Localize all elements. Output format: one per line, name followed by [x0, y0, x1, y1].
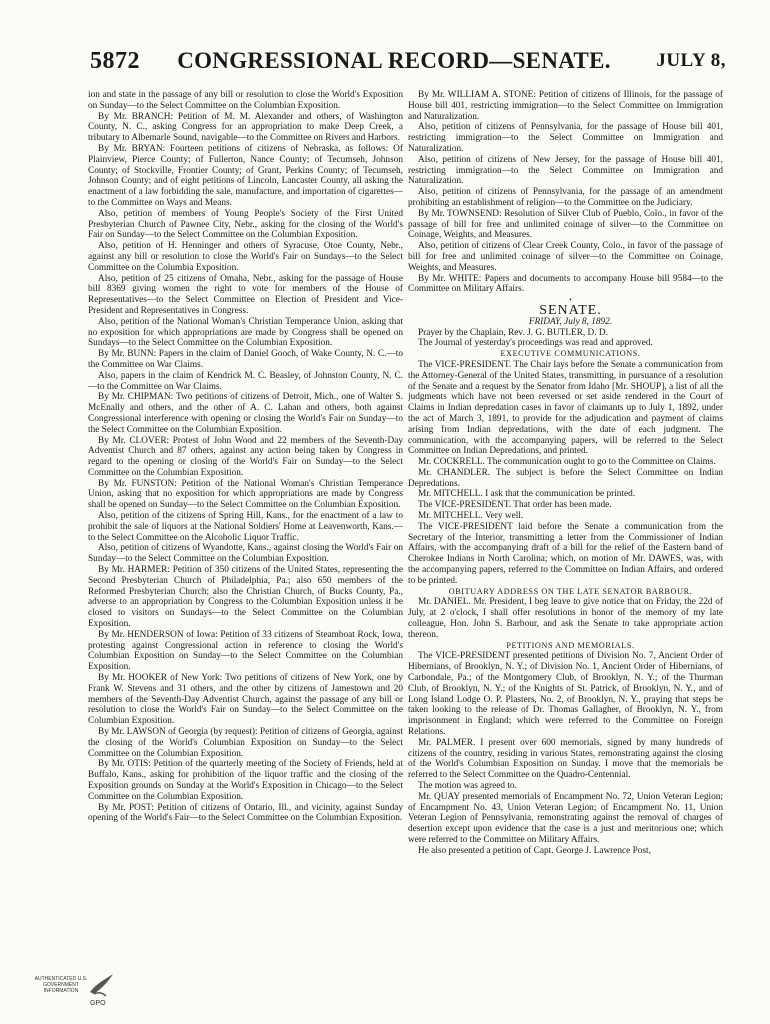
paragraph: Also, petition of the National Woman's Christian Temperance Union, asking that no exposition for which appropriations are made by Congress shall be opened on Sundays—to the Select Committee on the Columbian Exposition. — [88, 316, 403, 349]
paragraph: By Mr. HOOKER of New York: Two petitions of citizens of New York, one by Frank W. Stevens and 31 others, and the other by citizens of Jamestown and 20 members of the Seventh-Day Adventist Church, against the passage of any bill or resolution to close the World's Fair on Sunday—to the Select Committee on the Columbian Exposition. — [88, 673, 403, 727]
section-separator: • — [569, 296, 572, 305]
paragraph: Also, petition of H. Henninger and others of Syracuse, Otoe County, Nebr., against any bill or resolution to close the World's Fair on Sundays—to the Select Committee on the Columbia Exposition. — [88, 241, 403, 273]
paragraph: Prayer by the Chaplain, Rev. J. G. BUTLER, D. D. — [418, 327, 608, 338]
paragraph: Also, petition of 25 citizens of Omaha, Nebr., asking for the passage of House bill 8369 giving women the right to vote for members of the House of Representatives—to the Select Committee on Election of President and Vice-President and Representatives in Congress. — [88, 273, 403, 316]
dateline: FRIDAY, July 8, 1892. — [528, 316, 613, 327]
paragraph: By Mr. BUNN: Papers in the claim of Daniel Gooch, of Wake County, N. C.—to the Committee on War Claims. — [88, 349, 403, 370]
paragraph: ion and state in the passage of any bill or resolution to close the World's Exposition on Sunday—to the Select Committee on the Columbian Exposition. — [88, 90, 403, 111]
paragraph: By Mr. FUNSTON: Petition of the National Woman's Christian Temperance Union, asking that no exposition for which appropriations are made by Congress shall be opened on Sunday—to the Select Committee on the Columbian Exposition. — [88, 478, 403, 511]
left-column — [88, 90, 403, 960]
paragraph: Also, petition of citizens of Pennsylvania, for the passage of an amendment prohibiting an establishment of religion—to the Committee on the Judiciary. — [408, 187, 723, 208]
paragraph: Also, petition of members of Young People's Society of the First United Presbyterian Church of Pawnee City, Nebr., asking for the closing of the World's Fair on Sunday—to the Select Committee on the Columbian Exposition. — [88, 208, 403, 241]
subsection-heading: OBITUARY ADDRESS ON THE LATE SENATOR BARBOUR. — [448, 586, 693, 596]
gpo-authentication-logo — [30, 968, 120, 1016]
paragraph: The VICE-PRESIDENT. The Chair lays before the Senate a communication from the Attorney-General of the United States, transmitting, in pursuance of a resolution of the Senate and a request by the Senator from Idaho [Mr. SHOUP], a list of all the judgments which have not been reversed or set aside rendered in the Court of Claims in Indian depredation cases in favor of claimants up to July 1, 1892, under the act of March 3, 1891, to provide for the adjudication and payment of claims arising from Indian depredations, with the date of each judgment. The communication, with the accompanying papers, will be referred to the Select Committee on Indian Depredations, and printed. — [408, 359, 723, 457]
paragraph: Mr. DANIEL. Mr. President, I beg leave to give notice that on Friday, the 22d of July, at 2 o'clock, I shall offer resolutions in honor of the memory of my late colleague, Hon. John S. Barbour, and ask the Senate to take appropriate action thereon. — [408, 597, 723, 640]
paragraph: By Mr. POST: Petition of citizens of Ontario, Ill., and vicinity, against Sunday opening of the World's Fair—to the Select Committee on the Columbian Exposition. — [88, 802, 403, 824]
page-number: 5872 — [90, 48, 140, 74]
paragraph: By Mr. WILLIAM A. STONE: Petition of citizens of Illinois, for the passage of House bill 401, restricting immigration—to the Select Committee on Immigration and Naturalization. — [408, 90, 723, 122]
section-title: SENATE. — [539, 302, 602, 318]
paragraph: By Mr. LAWSON of Georgia (by request): Petition of citizens of Georgia, against the closing of the World's Columbian Exposition on Sunday—to the Select Committee on the Columbian Exposition. — [88, 727, 403, 759]
paragraph: By Mr. TOWNSEND: Resolution of Silver Club of Pueblo, Colo., in favor of the passage of bill for free and unlimited coinage of silver—to the Committee on Coinage, Weights, and Measures. — [408, 208, 723, 241]
paragraph: Also, petition of citizens of Wyandotte, Kans., against closing the World's Fair on Sunday—to the Select Committee on the Columbian Exposition. — [88, 543, 403, 565]
header-date: JULY 8, — [656, 50, 726, 71]
paragraph: Also, petition of citizens of New Jersey, for the passage of House bill 401, restricting immigration—to the Select Committee on Immigration and Naturalization. — [408, 154, 723, 187]
paragraph: By Mr. BRYAN: Fourteen petitions of citizens of Nebraska, as follows: Of Plainview, Pierce County; of Fullerton, Nance County; of Tecumseh, Johnson County; of Stockville, Frontier County; of Grant, Perkins County; of Tecumseh, Johnson County; and of eight petitions of Lincoln, Lancaster County, all asking the enactment of a law forbidding the sale, manufacture, and importation of cigarettes—to the Committee on Ways and Means. — [88, 143, 403, 208]
paragraph: Mr. MITCHELL. I ask that the communication be printed. — [418, 489, 636, 500]
paragraph: Also, petition of the citizens of Spring Hill, Kans., for the enactment of a law to prohibit the sale of liquors at the National Soldiers' Home at Leavenworth, Kans.—to the Select Committee on the Alcoholic Liquor Traffic. — [88, 511, 403, 543]
running-title: CONGRESSIONAL RECORD—SENATE. — [177, 48, 611, 73]
paragraph: By Mr. HARMER: Petition of 350 citizens of the United States, representing the Second Presbyterian Church of Philadelphia, Pa.; also 650 members of the Reformed Presbyterian Church; also the Christian Church, of Bucks County, Pa., adverse to an appropriation by Congress to the Columbian Exposition unless it be closed to visitors on Sundays—to the Select Committee on the Columbian Exposition. — [88, 565, 403, 630]
logo-gpo-label: GPO — [90, 1000, 106, 1007]
paragraph: By Mr. BRANCH: Petition of M. M. Alexander and others, of Washington County, N. C., asking Congress for an appropriation to make Deep Creek, a tributary to Albemarle Sound, navigable—to the Committee on Rivers and Harbors. — [88, 111, 403, 144]
paragraph: Also, petition of citizens of Pennsylvania, for the passage of House bill 401, restricting immigration—to the Select Committee on Immigration and Naturalization. — [408, 122, 723, 154]
gpo-eagle-icon — [86, 970, 116, 1000]
paragraph: By Mr. WHITE: Papers and documents to accompany House bill 9584—to the Committee on Military Affairs. — [408, 273, 723, 295]
paragraph: Also, papers in the claim of Kendrick M. C. Beasley, of Johnston County, N. C.—to the Committee on War Claims. — [88, 370, 403, 392]
paragraph: The motion was agreed to. — [418, 781, 517, 791]
paragraph: By Mr. CLOVER: Protest of John Wood and 22 members of the Seventh-Day Adventist Church and 87 others, against any action being taken by Congress in regard to the opening or closing of the World's Fair on Sunday—to the Select Committee on the Columbian Exposition. — [88, 435, 403, 478]
paragraph: The Journal of yesterday's proceedings was read and approved. — [418, 338, 653, 349]
paragraph: By Mr. HENDERSON of Iowa: Petition of 33 citizens of Steamboat Rock, Iowa, protesting against Congressional action in reference to closing the World's Columbian Exposition on Sunday—to the Select Committee on the Columbian Exposition. — [88, 629, 403, 673]
page-header — [62, 48, 726, 82]
paragraph: Mr. PALMER. I present over 600 memorials, signed by many hundreds of citizens of the country, residing in various States, remonstrating against the closing of the World's Columbian Exposition on Sunday. I move that the memorials be referred to the Select Committee on the Quadro-Centennial. — [408, 737, 723, 781]
paragraph: Mr. COCKRELL. The communication ought to go to the Committee on Claims. — [418, 457, 716, 468]
paragraph: Also, petition of citizens of Clear Creek County, Colo., in favor of the passage of bill for free and unlimited coinage of silver—to the Committee on Coinage, Weights, and Measures. — [408, 241, 723, 273]
subsection-heading: PETITIONS AND MEMORIALS. — [506, 640, 635, 650]
paragraph: The VICE-PRESIDENT laid before the Senate a communication from the Secretary of the Interior, transmitting a letter from the Commissioner of Indian Affairs, with the accompanying draft of a bill for the relief of the Eastern band of Cherokee Indians in North Carolina; which, on motion of Mr. DAWES, was, with the accompanying papers, referred to the Committee on Indian Affairs, and ordered to be printed. — [408, 521, 723, 586]
paragraph: The VICE-PRESIDENT presented petitions of Division No. 7, Ancient Order of Hibernians, of Brooklyn, N. Y.; of Division No. 1, Ancient Order of Hibernians, of Carbondale, Pa.; of the Montgomery Club, of Brooklyn, N. Y.; of the Thurman Club, of Brooklyn, N. Y.; of the Knights of St. Patrick, of Brooklyn, N. Y., and of Long Island Lodge O. P. Plasters, No. 2, of Brooklyn, N. Y., praying that steps be taken looking to the release of Dr. Thomas Gallagher, of Brooklyn, N. Y., from imprisonment in England; which were referred to the Committee on Foreign Relations. — [408, 651, 723, 738]
logo-text: AUTHENTICATED U.S. GOVERNMENT INFORMATION — [34, 976, 88, 994]
subsection-heading: EXECUTIVE COMMUNICATIONS. — [500, 349, 641, 359]
paragraph: The VICE-PRESIDENT. That order has been made. — [418, 500, 612, 511]
right-column — [408, 90, 723, 968]
paragraph: Mr. QUAY presented memorials of Encampment No. 72, Union Veteran Legion; of Encampment No. 43, Union Veteran Legion; of Encampment No. 11, Union Veteran Legion of Pennsylvania, remonstrating against the removal of charges of desertion except upon evidence that the case is a just and meritorious one; which were referred to the Committee on Military Affairs. — [408, 791, 723, 845]
paragraph: Mr. CHANDLER. The subject is before the Select Committee on Indian Depredations. — [408, 467, 723, 489]
paragraph: By Mr. CHIPMAN: Two petitions of citizens of Detroit, Mich., one of Walter S. McEnally and others, and the other of A. C. Lahan and others, both against Congressional interference with opening or closing the World's Fair on Sunday—to the Select Committee on the Columbian Exposition. — [88, 392, 403, 435]
paragraph: He also presented a petition of Capt. George J. Lawrence Post, — [418, 845, 651, 856]
paragraph: By Mr. OTIS: Petition of the quarterly meeting of the Society of Friends, held at Buffalo, Kans., asking for prohibition of the liquor traffic and the closing of the Exposition grounds on Sunday at the World's Exposition in Chicago—to the Select Committee on the Columbian Exposition. — [88, 759, 403, 802]
paragraph: Mr. MITCHELL. Very well. — [418, 511, 524, 522]
